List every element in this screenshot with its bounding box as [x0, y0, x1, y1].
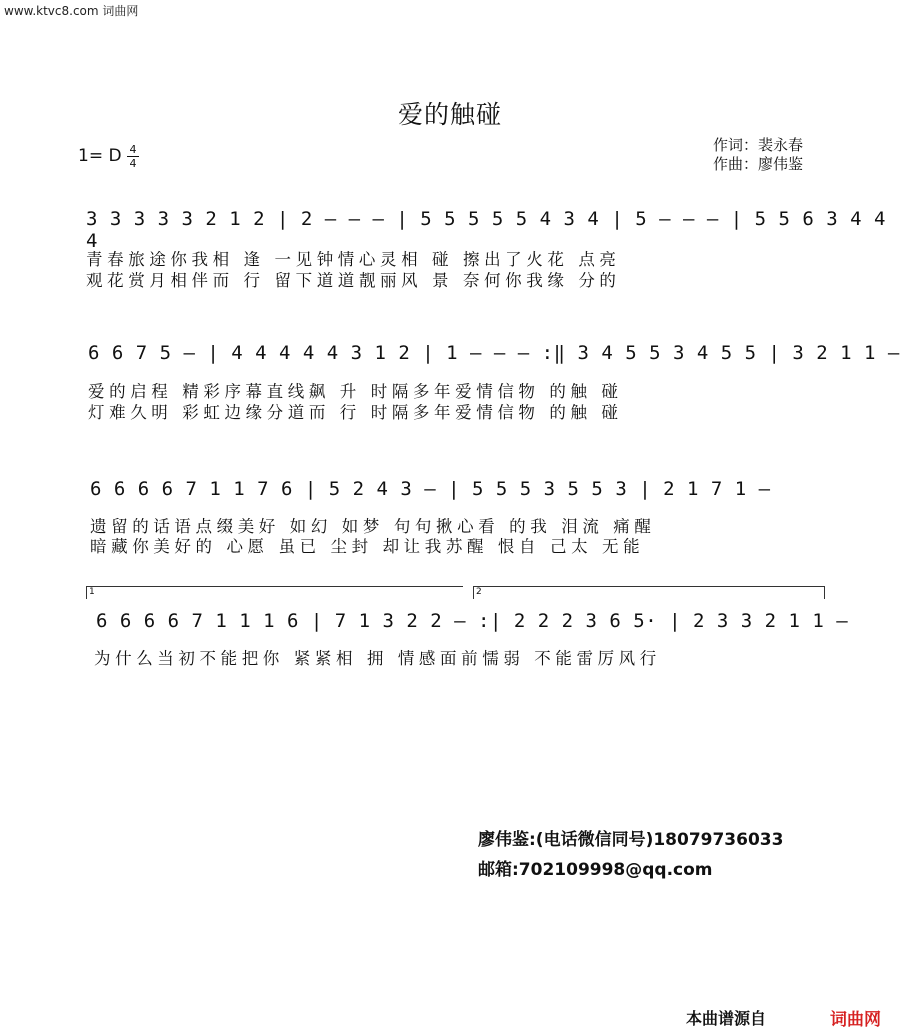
lyric-line-2: 观花赏月相伴而 行 留下道道靓丽风 景 奈何你我缘 分的 — [86, 271, 621, 290]
lyricist-credit: 作词：裴永春 — [713, 136, 804, 154]
staff-row-2 — [0, 342, 900, 372]
notation-line: 3 3 3 3 3 2 1 2 | 2 — — — | 5 5 5 5 5 4 3 4 | 5 — — — | 5 5 6 3 4 4 4 — [86, 208, 886, 252]
volta-bracket-1: 1 — [86, 586, 463, 599]
notation-line: 6 6 7 5 — | 4 4 4 4 4 3 1 2 | 1 — — — :‖ 3 4 5 5 3 4 5 5 | 3 2 1 1 — — [88, 342, 900, 364]
lyric-line-2: 暗藏你美好的 心愿 虽已 尘封 却让我苏醒 恨自 己太 无能 — [90, 537, 645, 556]
staff-row-3 — [0, 478, 900, 508]
lyric-line-1: 爱的启程 精彩序幕直线飙 升 时隔多年爱情信物 的触 碰 — [88, 382, 623, 401]
time-signature: 4 4 — [127, 144, 139, 169]
contact-email: 邮箱:702109998@qq.com — [478, 860, 713, 880]
source-note: 本曲谱源自 — [686, 1009, 767, 1028]
site-watermark: www.ktvc8.com 词曲网 — [4, 4, 139, 18]
staff-row-1 — [0, 208, 900, 252]
composer-credit: 作曲：廖伟鉴 — [713, 155, 804, 173]
song-title: 爱的触碰 — [397, 100, 502, 129]
volta-bracket-2: 2 — [473, 586, 825, 599]
contact-phone: 廖伟鉴:(电话微信同号)18079736033 — [478, 830, 784, 850]
notation-line: 6 6 6 6 7 1 1 7 6 | 5 2 4 3 — | 5 5 5 3 5 5 3 | 2 1 7 1 — — [90, 478, 771, 500]
notation-line: 6 6 6 6 7 1 1 1 6 | 7 1 3 2 2 — :| 2 2 2 3 6 5· | 2 3 3 2 1 1 — — [96, 610, 849, 632]
key-signature: 1= D — [78, 146, 122, 166]
staff-row-4 — [0, 610, 900, 640]
lyric-line-1: 遗留的话语点缀美好 如幻 如梦 句句揪心看 的我 泪流 痛醒 — [90, 517, 656, 536]
site-logo: 词曲网 — [830, 1010, 881, 1030]
lyric-line-1: 为什么当初不能把你 紧紧相 拥 情感面前懦弱 不能雷厉风行 — [94, 649, 661, 668]
lyric-line-1: 青春旅途你我相 逢 一见钟情心灵相 碰 擦出了火花 点亮 — [86, 250, 621, 269]
lyric-line-2: 灯难久明 彩虹边缘分道而 行 时隔多年爱情信物 的触 碰 — [88, 403, 623, 422]
